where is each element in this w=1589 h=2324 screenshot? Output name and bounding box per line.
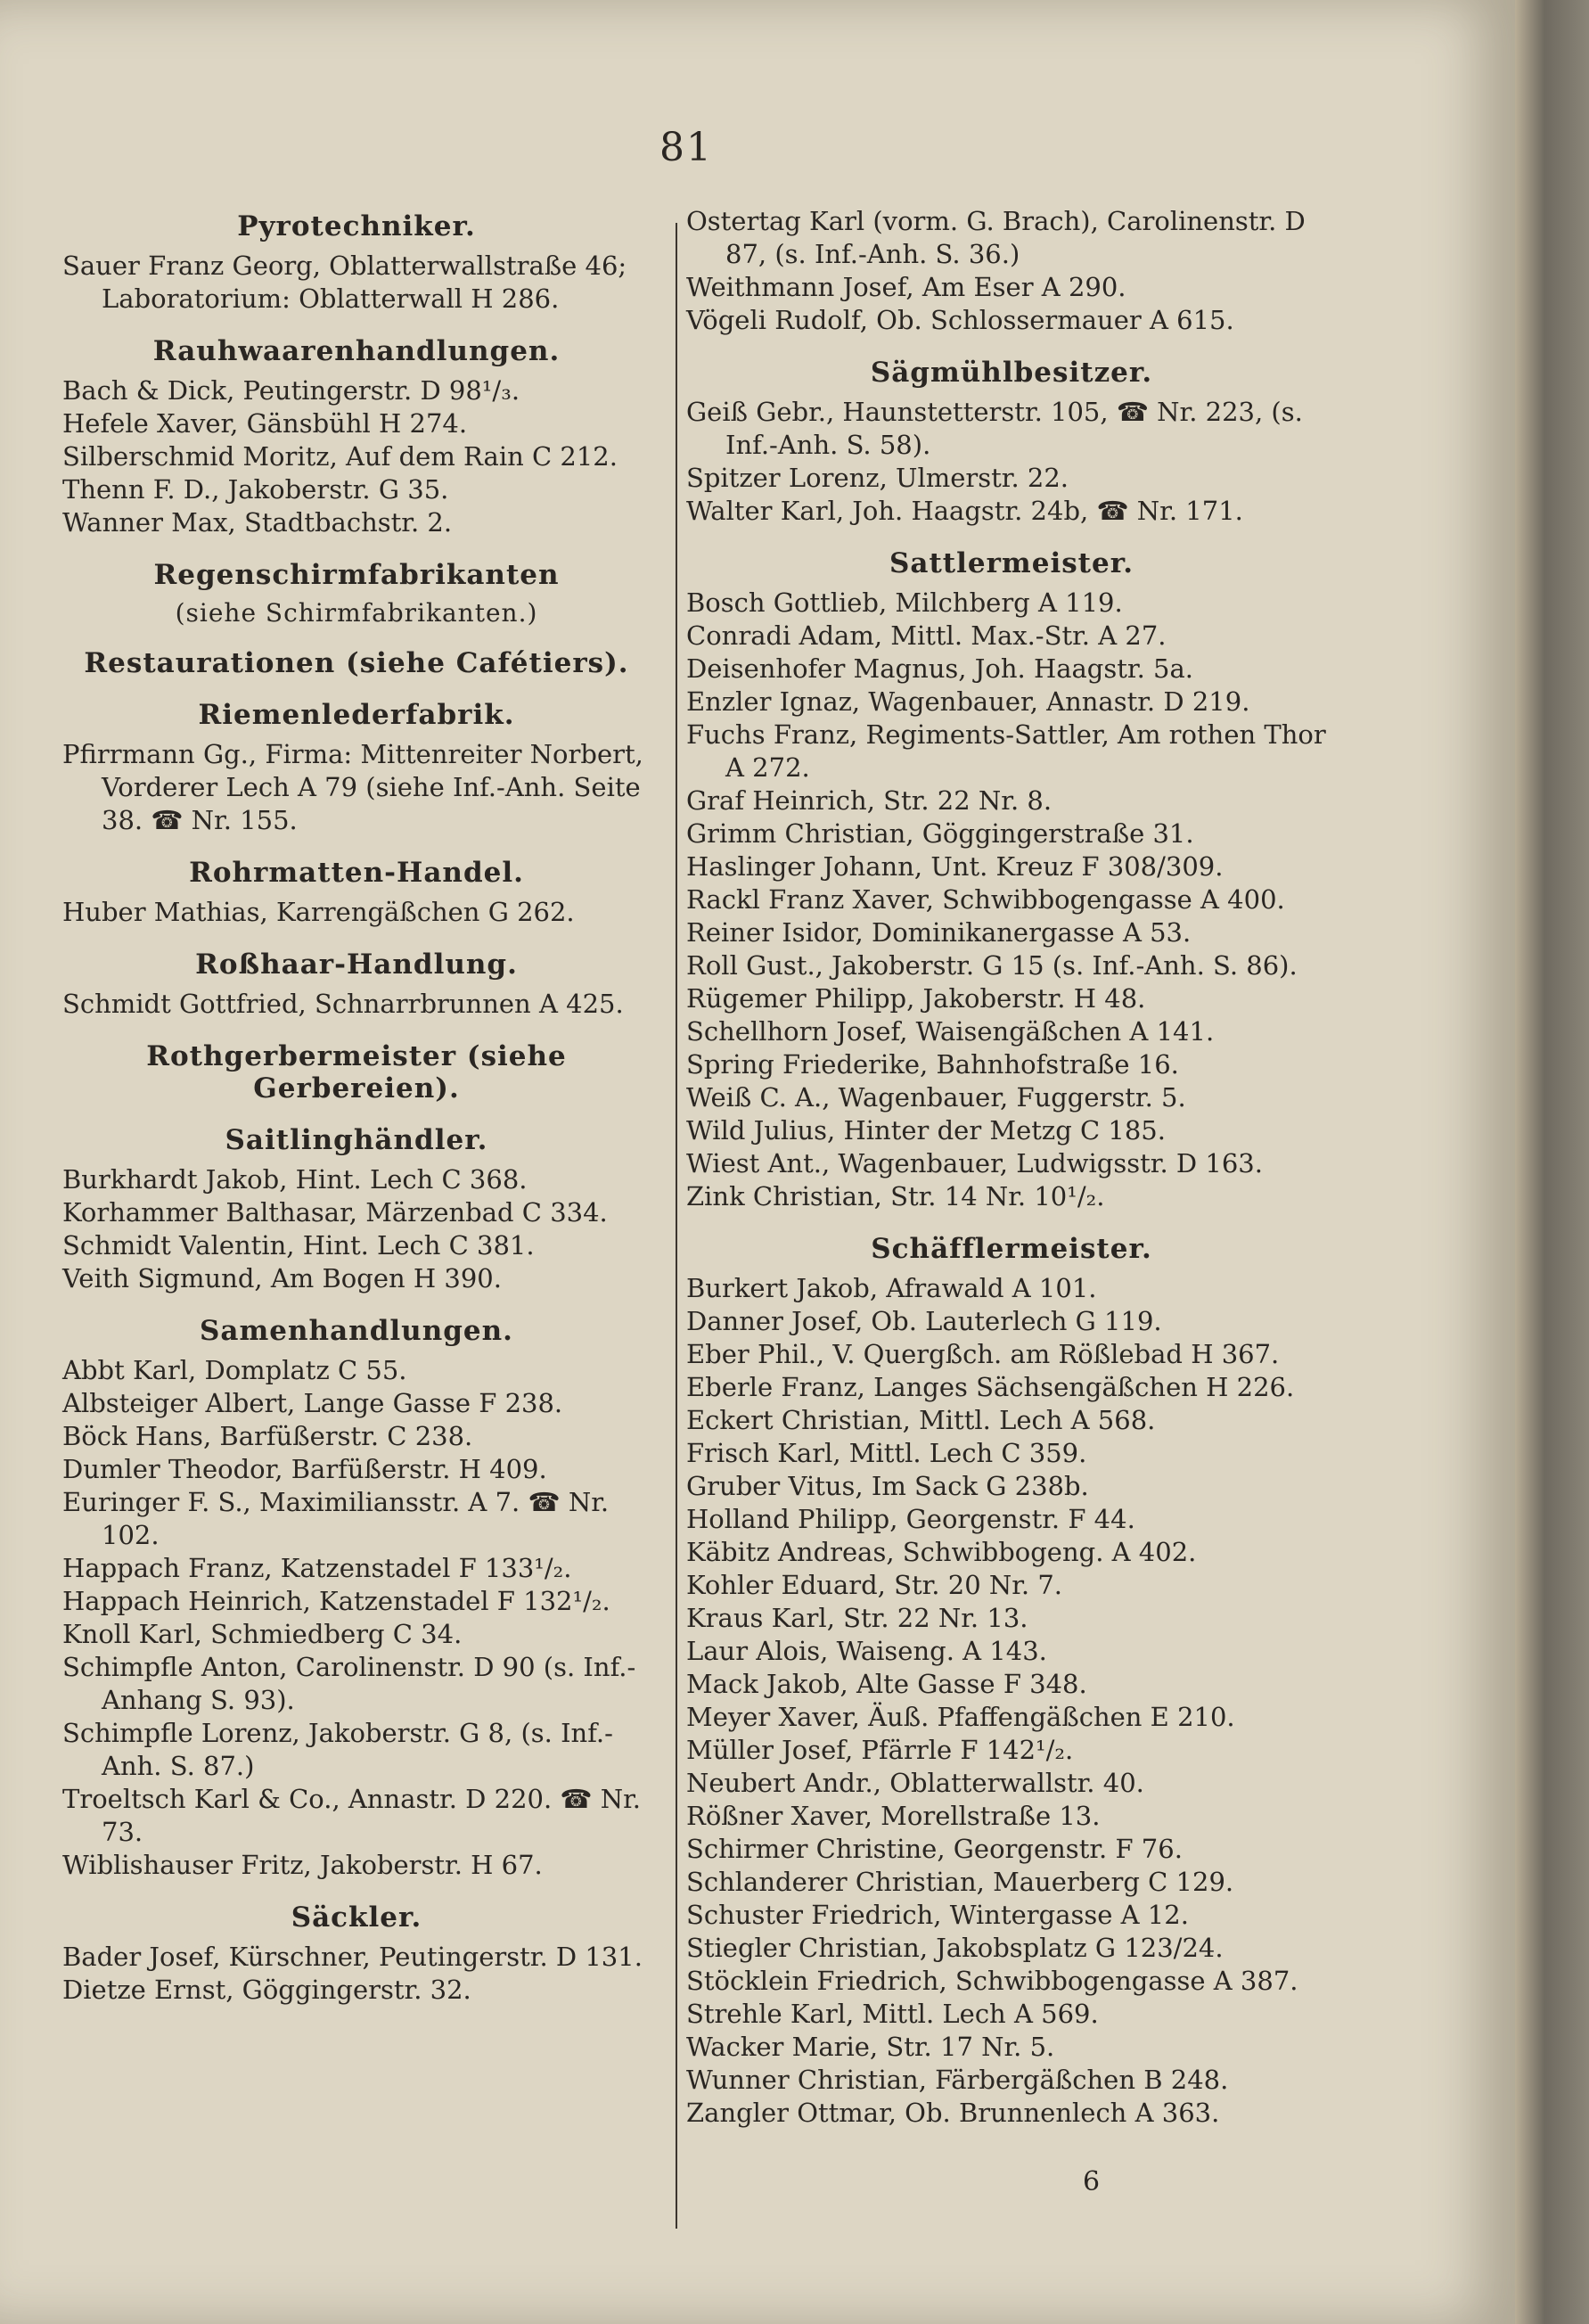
directory-entry: Schmidt Gottfried, Schnarrbrunnen A 425.	[62, 989, 624, 1019]
directory-entry: Bosch Gottlieb, Milchberg A 119.	[686, 587, 1123, 618]
directory-entry: Knoll Karl, Schmiedberg C 34.	[62, 1619, 463, 1649]
directory-entry: Kraus Karl, Str. 22 Nr. 13.	[686, 1603, 1028, 1633]
directory-entry: Bach & Dick, Peutingerstr. D 98¹/₃.	[62, 375, 520, 406]
directory-entry: Eberle Franz, Langes Sächsengäßchen H 226.	[686, 1372, 1295, 1402]
directory-section	[62, 335, 651, 539]
section-title: Samenhandlungen.	[200, 1315, 513, 1347]
footer-signature: 6	[1083, 2166, 1101, 2197]
directory-section	[62, 857, 651, 929]
directory-entry: Happach Franz, Katzenstadel F 133¹/₂.	[62, 1553, 572, 1583]
section-title: Regenschirmfabrikanten	[153, 559, 560, 591]
directory-entry: Rößner Xaver, Morellstraße 13.	[686, 1801, 1101, 1831]
directory-entry: Wiest Ant., Wagenbauer, Ludwigsstr. D 163.	[686, 1148, 1263, 1178]
directory-entry: Weithmann Josef, Am Eser A 290.	[686, 272, 1126, 302]
directory-entry: Haslinger Johann, Unt. Kreuz F 308/309.	[686, 851, 1224, 882]
directory-entry: Kohler Eduard, Str. 20 Nr. 7.	[686, 1570, 1063, 1600]
left-column	[62, 205, 651, 2026]
section-title: Sattlermeister.	[889, 547, 1134, 579]
right-column	[686, 205, 1337, 2149]
directory-entry: Schimpfle Anton, Carolinenstr. D 90 (s. Inf.-Anhang S. 93).	[62, 1652, 636, 1715]
directory-entry: Wiblishauser Fritz, Jakoberstr. H 67.	[62, 1850, 543, 1880]
directory-section	[62, 210, 651, 316]
directory-entry: Dietze Ernst, Göggingerstr. 32.	[62, 1975, 471, 2005]
directory-entry: Burkhardt Jakob, Hint. Lech C 368.	[62, 1164, 528, 1195]
directory-entry: Rackl Franz Xaver, Schwibbogengasse A 400.	[686, 884, 1285, 915]
directory-entry: Gruber Vitus, Im Sack G 238b.	[686, 1471, 1089, 1501]
directory-entry: Vögeli Rudolf, Ob. Schlossermauer A 615.	[686, 305, 1234, 335]
directory-entry: Rügemer Philipp, Jakoberstr. H 48.	[686, 983, 1146, 1014]
directory-entry: Veith Sigmund, Am Bogen H 390.	[62, 1263, 502, 1293]
section-title: Schäfflermeister.	[871, 1233, 1152, 1265]
directory-entry: Sauer Franz Georg, Oblatterwallstraße 46; Laboratorium: Oblatterwall H 286.	[62, 250, 627, 314]
section-title: Restaurationen (siehe Cafétiers).	[84, 647, 629, 679]
directory-entry: Stiegler Christian, Jakobsplatz G 123/24.	[686, 1933, 1224, 1963]
directory-entry: Strehle Karl, Mittl. Lech A 569.	[686, 1999, 1099, 2029]
directory-entry: Abbt Karl, Domplatz C 55.	[62, 1355, 407, 1385]
directory-section	[62, 699, 651, 837]
directory-section	[62, 1315, 651, 1882]
directory-section	[62, 559, 651, 628]
directory-entry: Böck Hans, Barfüßerstr. C 238.	[62, 1421, 473, 1451]
directory-entry: Stöcklein Friedrich, Schwibbogengasse A 387.	[686, 1966, 1298, 1996]
page-edge	[1515, 0, 1589, 2324]
section-title: Sägmühlbesitzer.	[870, 357, 1153, 389]
directory-entry: Euringer F. S., Maximiliansstr. A 7. ☎ Nr. 102.	[62, 1487, 610, 1550]
directory-entry: Spitzer Lorenz, Ulmerstr. 22.	[686, 463, 1069, 493]
directory-entry: Schlanderer Christian, Mauerberg C 129.	[686, 1867, 1234, 1897]
directory-entry: Wild Julius, Hinter der Metzg C 185.	[686, 1115, 1166, 1146]
directory-entry: Eber Phil., V. Quergßch. am Rößlebad H 367.	[686, 1339, 1280, 1369]
section-title: Riemenlederfabrik.	[198, 699, 515, 731]
section-title: Saitlinghändler.	[225, 1124, 488, 1156]
directory-entry: Ostertag Karl (vorm. G. Brach), Carolinenstr. D 87, (s. Inf.-Anh. S. 36.)	[686, 206, 1306, 269]
directory-entry: Wanner Max, Stadtbachstr. 2.	[62, 507, 453, 538]
directory-entry: Mack Jakob, Alte Gasse F 348.	[686, 1669, 1087, 1699]
directory-entry: Müller Josef, Pfärrle F 142¹/₂.	[686, 1735, 1074, 1765]
page-number: 81	[659, 125, 713, 170]
directory-entry: Neubert Andr., Oblatterwallstr. 40.	[686, 1768, 1144, 1798]
directory-entry: Zangler Ottmar, Ob. Brunnenlech A 363.	[686, 2098, 1220, 2128]
directory-section	[686, 357, 1337, 528]
directory-entry: Troeltsch Karl & Co., Annastr. D 220. ☎ Nr. 73.	[62, 1784, 642, 1847]
directory-entry: Meyer Xaver, Äuß. Pfaffengäßchen E 210.	[686, 1702, 1235, 1732]
directory-entry: Geiß Gebr., Haunstetterstr. 105, ☎ Nr. 223, (s. Inf.-Anh. S. 58).	[686, 397, 1303, 460]
directory-section	[62, 948, 651, 1021]
directory-section	[686, 1233, 1337, 2130]
directory-entry: Laur Alois, Waiseng. A 143.	[686, 1636, 1047, 1666]
directory-entry: Graf Heinrich, Str. 22 Nr. 8.	[686, 785, 1053, 816]
directory-entry: Thenn F. D., Jakoberstr. G 35.	[62, 474, 449, 505]
directory-entry: Wunner Christian, Färbergäßchen B 248.	[686, 2065, 1229, 2095]
directory-entry: Spring Friederike, Bahnhofstraße 16.	[686, 1049, 1179, 1080]
directory-entry: Schirmer Christine, Georgenstr. F 76.	[686, 1834, 1183, 1864]
section-title: Rauhwaarenhandlungen.	[152, 335, 561, 367]
directory-entry: Weiß C. A., Wagenbauer, Fuggerstr. 5.	[686, 1082, 1186, 1113]
directory-entry: Happach Heinrich, Katzenstadel F 132¹/₂.	[62, 1586, 610, 1616]
section-title: Säckler.	[291, 1901, 422, 1934]
directory-entry: Zink Christian, Str. 14 Nr. 10¹/₂.	[686, 1181, 1105, 1211]
section-title: Roßhaar-Handlung.	[195, 948, 518, 981]
directory-entry: Conradi Adam, Mittl. Max.-Str. A 27.	[686, 620, 1167, 651]
directory-entry: Bader Josef, Kürschner, Peutingerstr. D 131.	[62, 1942, 643, 1972]
directory-entry: Deisenhofer Magnus, Joh. Haagstr. 5a.	[686, 653, 1193, 684]
directory-entry: Schellhorn Josef, Waisengäßchen A 141.	[686, 1016, 1215, 1047]
directory-entry: Burkert Jakob, Afrawald A 101.	[686, 1273, 1097, 1303]
directory-section	[62, 1040, 651, 1105]
section-title: Pyrotechniker.	[237, 210, 476, 242]
directory-entry: Schimpfle Lorenz, Jakoberstr. G 8, (s. Inf.-Anh. S. 87.)	[62, 1718, 613, 1781]
directory-section	[62, 647, 651, 679]
directory-entry: Frisch Karl, Mittl. Lech C 359.	[686, 1438, 1087, 1468]
directory-entry: Reiner Isidor, Dominikanergasse A 53.	[686, 917, 1192, 948]
directory-entry: Wacker Marie, Str. 17 Nr. 5.	[686, 2032, 1055, 2062]
directory-section	[686, 547, 1337, 1213]
directory-entry: Dumler Theodor, Barfüßerstr. H 409.	[62, 1454, 547, 1484]
directory-entry: Danner Josef, Ob. Lauterlech G 119.	[686, 1306, 1162, 1336]
directory-entry: Walter Karl, Joh. Haagstr. 24b, ☎ Nr. 171.	[686, 496, 1243, 526]
section-subtitle: (siehe Schirmfabrikanten.)	[175, 598, 538, 628]
directory-entry: Holland Philipp, Georgenstr. F 44.	[686, 1504, 1135, 1534]
directory-entry: Huber Mathias, Karrengäßchen G 262.	[62, 897, 575, 927]
directory-entry: Enzler Ignaz, Wagenbauer, Annastr. D 219.	[686, 686, 1250, 717]
directory-entry: Fuchs Franz, Regiments-Sattler, Am rothen Thor A 272.	[686, 719, 1326, 783]
directory-section	[686, 205, 1337, 337]
directory-section	[62, 1901, 651, 2007]
column-divider	[676, 223, 677, 2229]
directory-entry: Schuster Friedrich, Wintergasse A 12.	[686, 1900, 1189, 1930]
directory-section	[62, 1124, 651, 1295]
directory-entry: Silberschmid Moritz, Auf dem Rain C 212.	[62, 441, 618, 472]
directory-entry: Roll Gust., Jakoberstr. G 15 (s. Inf.-Anh. S. 86).	[686, 950, 1298, 981]
directory-entry: Korhammer Balthasar, Märzenbad C 334.	[62, 1197, 608, 1228]
section-title: Rohrmatten-Handel.	[189, 857, 524, 889]
directory-entry: Käbitz Andreas, Schwibbogeng. A 402.	[686, 1537, 1197, 1567]
directory-entry: Grimm Christian, Göggingerstraße 31.	[686, 818, 1194, 849]
section-title: Rothgerbermeister (siehe Gerbereien).	[146, 1040, 567, 1105]
directory-entry: Albsteiger Albert, Lange Gasse F 238.	[62, 1388, 563, 1418]
directory-entry: Pfirrmann Gg., Firma: Mittenreiter Norbert, Vorderer Lech A 79 (siehe Inf.-Anh. Seite 38. ☎ Nr. 155.	[62, 739, 643, 835]
directory-entry: Hefele Xaver, Gänsbühl H 274.	[62, 408, 468, 439]
directory-entry: Schmidt Valentin, Hint. Lech C 381.	[62, 1230, 535, 1261]
directory-entry: Eckert Christian, Mittl. Lech A 568.	[686, 1405, 1156, 1435]
